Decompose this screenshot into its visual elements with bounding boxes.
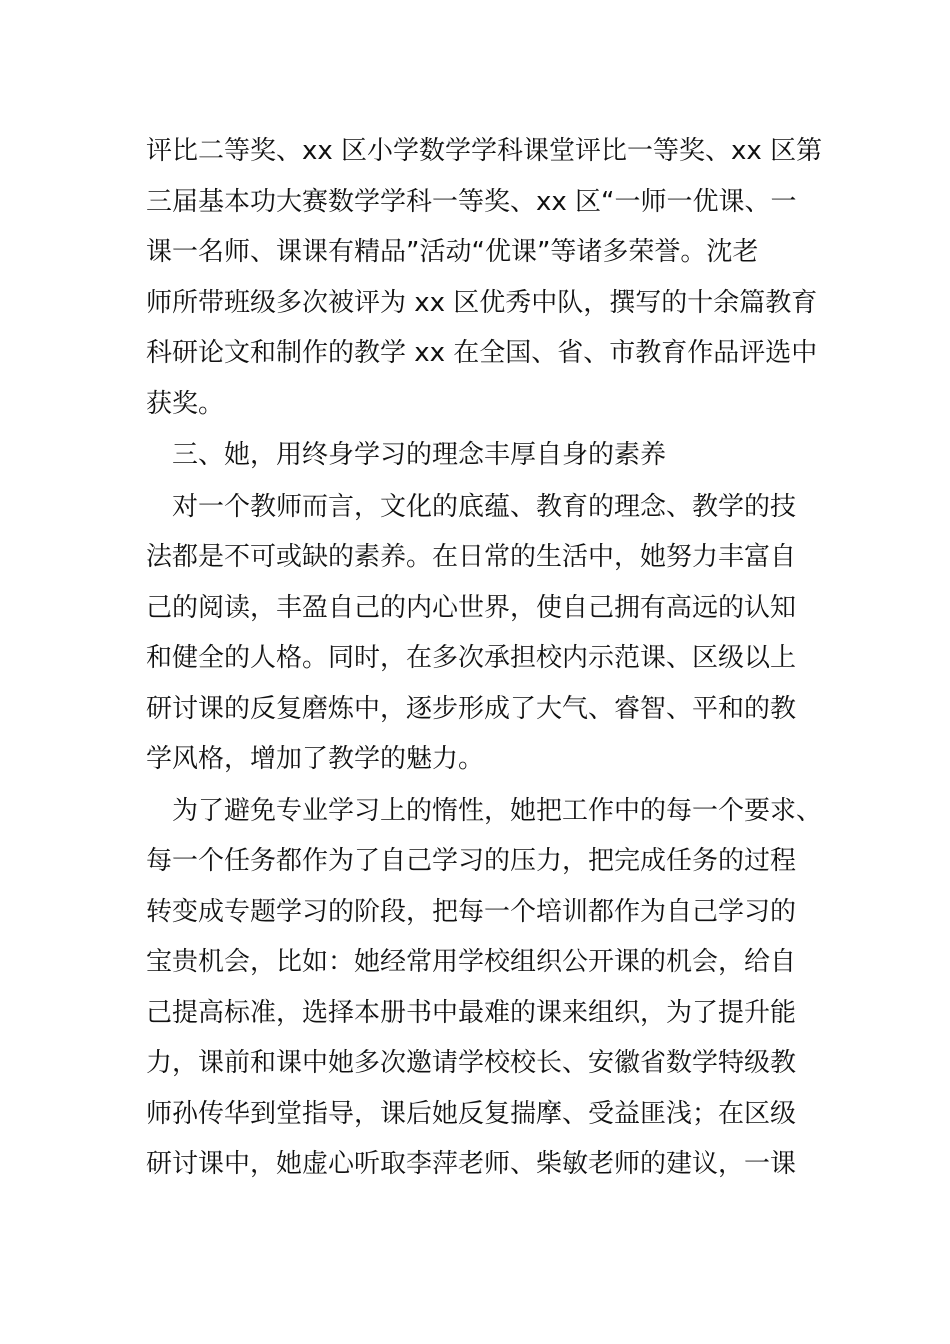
text-line: 法都是不可或缺的素养。在日常的生活中，她努力丰富自	[146, 542, 797, 572]
text-line: 和健全的人格。同时，在多次承担校内示范课、区级以上	[146, 643, 797, 673]
text-line: 课一名师、课课有精品”活动“优课”等诸多荣誉。沈老	[146, 237, 759, 267]
text-line: 评比二等奖、xx 区小学数学学科课堂评比一等奖、xx 区第	[146, 136, 823, 166]
heading-line: 三、她，用终身学习的理念丰厚自身的素养	[146, 440, 667, 470]
text-line: 师所带班级多次被评为 xx 区优秀中队，撰写的十余篇教育	[146, 287, 818, 318]
text-line: 研讨课的反复磨炼中，逐步形成了大气、睿智、平和的教	[146, 693, 797, 724]
paragraph-study	[146, 786, 826, 1190]
text-line: 师孙传华到堂指导，课后她反复揣摩、受益匪浅；在区级	[146, 1098, 797, 1129]
text-line: 每一个任务都作为了自己学习的压力，把完成任务的过程	[146, 846, 797, 876]
text-line: 获奖。	[146, 388, 225, 419]
text-line: 学风格，增加了教学的魅力。	[146, 744, 485, 774]
text-line: 力，课前和课中她多次邀请学校校长、安徽省数学特级教	[146, 1048, 797, 1078]
text-line: 宝贵机会，比如：她经常用学校组织公开课的机会，给自	[146, 947, 797, 977]
text-line: 对一个教师而言，文化的底蕴、教育的理念、教学的技	[146, 491, 797, 522]
text-line: 三届基本功大赛数学学科一等奖、xx 区“一师一优课、一	[146, 186, 797, 217]
text-line: 为了避免专业学习上的惰性，她把工作中的每一个要求、	[146, 795, 823, 826]
text-line: 研讨课中，她虚心听取李萍老师、柴敏老师的建议，一课	[146, 1149, 797, 1179]
section-heading	[146, 430, 826, 481]
text-line: 己提高标准，选择本册书中最难的课来组织，为了提升能	[146, 997, 797, 1028]
paragraph-awards	[146, 126, 826, 429]
paragraph-literacy	[146, 482, 826, 785]
document-body	[146, 126, 826, 1190]
text-line: 己的阅读，丰盈自己的内心世界，使自己拥有高远的认知	[146, 592, 797, 623]
text-line: 转变成专题学习的阶段，把每一个培训都作为自己学习的	[146, 896, 797, 927]
text-line: 科研论文和制作的教学 xx 在全国、省、市教育作品评选中	[146, 338, 818, 368]
